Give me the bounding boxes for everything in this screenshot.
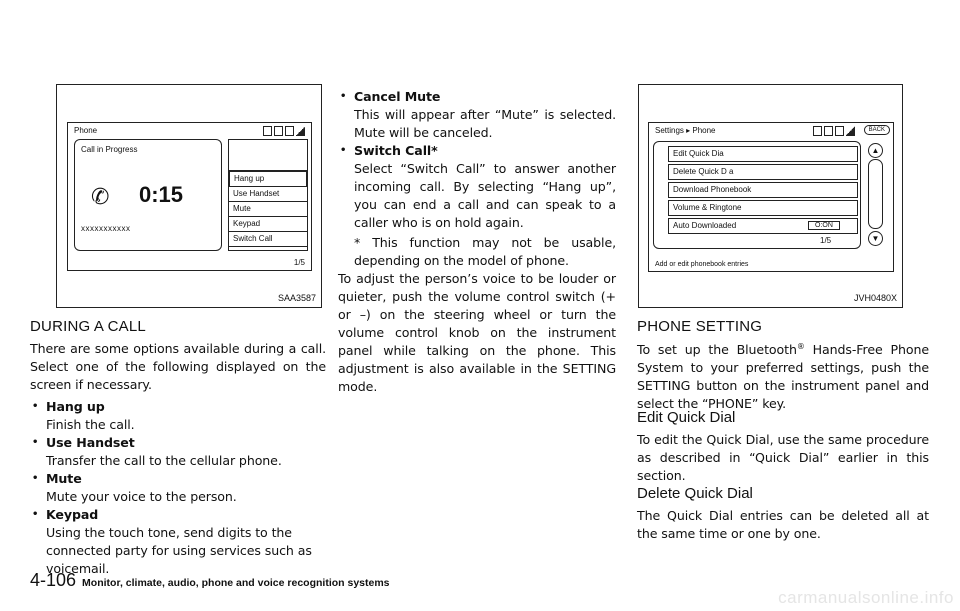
- option-text: Transfer the call to the cellular phone.: [46, 453, 282, 468]
- call-status: Call in Progress: [81, 145, 138, 154]
- settings-screen: [648, 122, 894, 272]
- option-label: • Cancel Mute: [338, 88, 616, 106]
- registered-mark: ®: [796, 342, 805, 351]
- scroll-down-icon[interactable]: ▼: [868, 231, 883, 246]
- delete-quick-dial-item[interactable]: Delete Quick D a: [668, 164, 858, 180]
- settings-list: [653, 141, 861, 249]
- side-buttons: [228, 139, 308, 251]
- hang-up-button[interactable]: Hang up: [228, 170, 308, 188]
- phone-number: xxxxxxxxxxx: [81, 224, 131, 233]
- hint-text: Add or edit phonebook entries: [655, 261, 749, 268]
- figure-caption: SAA3587: [277, 293, 316, 303]
- auto-downloaded-item[interactable]: Auto Downloaded: [668, 218, 858, 234]
- option-text: Select “Switch Call” to answer another incoming call. By selecting “Hang up”, you can end a call and can speak to a caller who is on hold again.: [354, 161, 616, 230]
- edit-quick-dial-item[interactable]: Edit Quick Dia: [668, 146, 858, 162]
- footnote: * This function may not be usable, depending on the model of phone.: [354, 235, 616, 268]
- footer-title: Monitor, climate, audio, phone and voice recognition systems: [82, 577, 390, 589]
- intro-post: Hands-Free Phone System to your preferred settings, push the SETTING button on the instrument panel and select the “PHONE” key.: [637, 342, 930, 412]
- option-text: Using the touch tone, send digits to the connected party for using services such as voicemail.: [46, 525, 312, 576]
- status-icons: [263, 126, 305, 136]
- during-call-continued: [338, 88, 616, 396]
- watermark[interactable]: carmanualsonline.info: [778, 588, 954, 607]
- scroll-up-icon[interactable]: ▲: [868, 143, 883, 158]
- auto-download-toggle[interactable]: O:ON: [808, 221, 840, 230]
- intro-pre: To set up the Bluetooth: [637, 342, 797, 358]
- option-label: • Switch Call*: [338, 142, 616, 160]
- page-number: 4-106: [30, 570, 77, 590]
- mute-button[interactable]: Mute: [228, 201, 308, 217]
- option-text: Finish the call.: [46, 417, 135, 432]
- screen-header: Phone: [74, 126, 98, 135]
- during-call-heading: DURING A CALL: [30, 318, 146, 335]
- option-label: • Use Handset: [30, 434, 326, 452]
- option-label: • Hang up: [30, 398, 326, 416]
- scrollbar[interactable]: [868, 159, 883, 229]
- option-text: This will appear after “Mute” is selected. Mute will be canceled.: [354, 107, 616, 140]
- use-handset-button[interactable]: Use Handset: [228, 186, 308, 202]
- status-icons: [813, 126, 855, 136]
- phone-status-icon: [274, 126, 283, 136]
- back-button[interactable]: BACK: [864, 125, 890, 135]
- edit-quick-dial-heading: Edit Quick Dial: [637, 409, 736, 426]
- battery-icon: [835, 126, 844, 136]
- phone-settings-figure: [638, 84, 903, 308]
- option-text: Mute your voice to the person.: [46, 489, 237, 504]
- during-call-section: [30, 340, 326, 578]
- battery-icon: [285, 126, 294, 136]
- download-phonebook-item[interactable]: Download Phonebook: [668, 182, 858, 198]
- bluetooth-icon: [263, 126, 272, 136]
- delete-quick-dial-text: The Quick Dial entries can be deleted all at the same time or one by one.: [637, 508, 929, 541]
- settings-header: Settings ▸ Phone: [655, 126, 716, 135]
- bluetooth-icon: [813, 126, 822, 136]
- handset-icon: ✆: [91, 184, 110, 209]
- volume-ringtone-item[interactable]: Volume & Ringtone: [668, 200, 858, 216]
- during-call-intro: There are some options available during a call. Select one of the following displayed on the screen if necessary.: [30, 341, 326, 392]
- option-label: • Mute: [30, 470, 326, 488]
- call-screen: [67, 122, 312, 271]
- phone-setting-intro: [637, 338, 929, 413]
- edit-quick-dial-text: To edit the Quick Dial, use the same procedure as described in “Quick Dial” earlier in this section.: [637, 432, 929, 483]
- call-screen-figure: [56, 84, 322, 308]
- page-indicator: 1/5: [293, 258, 305, 267]
- phone-status-icon: [824, 126, 833, 136]
- keypad-button[interactable]: Keypad: [228, 216, 308, 232]
- phone-setting-heading: PHONE SETTING: [637, 318, 763, 335]
- switch-call-button[interactable]: Switch Call: [228, 231, 308, 247]
- page-footer: [30, 570, 390, 591]
- call-timer: 0:15: [139, 182, 184, 207]
- option-label: • Keypad: [30, 506, 326, 524]
- list-page-indicator: 1/5: [820, 236, 832, 245]
- delete-quick-dial-heading: Delete Quick Dial: [637, 485, 753, 502]
- signal-icon: [846, 126, 855, 136]
- volume-text: To adjust the person’s voice to be louder or quieter, push the volume control switch (+ or –) on the steering wheel or turn the volume control knob on the instrument panel while talking on the phone. This adjustment is also available in the SETTING mode.: [338, 271, 616, 394]
- call-panel: [74, 139, 222, 251]
- signal-icon: [296, 126, 305, 136]
- figure-caption: JVH0480X: [853, 293, 897, 303]
